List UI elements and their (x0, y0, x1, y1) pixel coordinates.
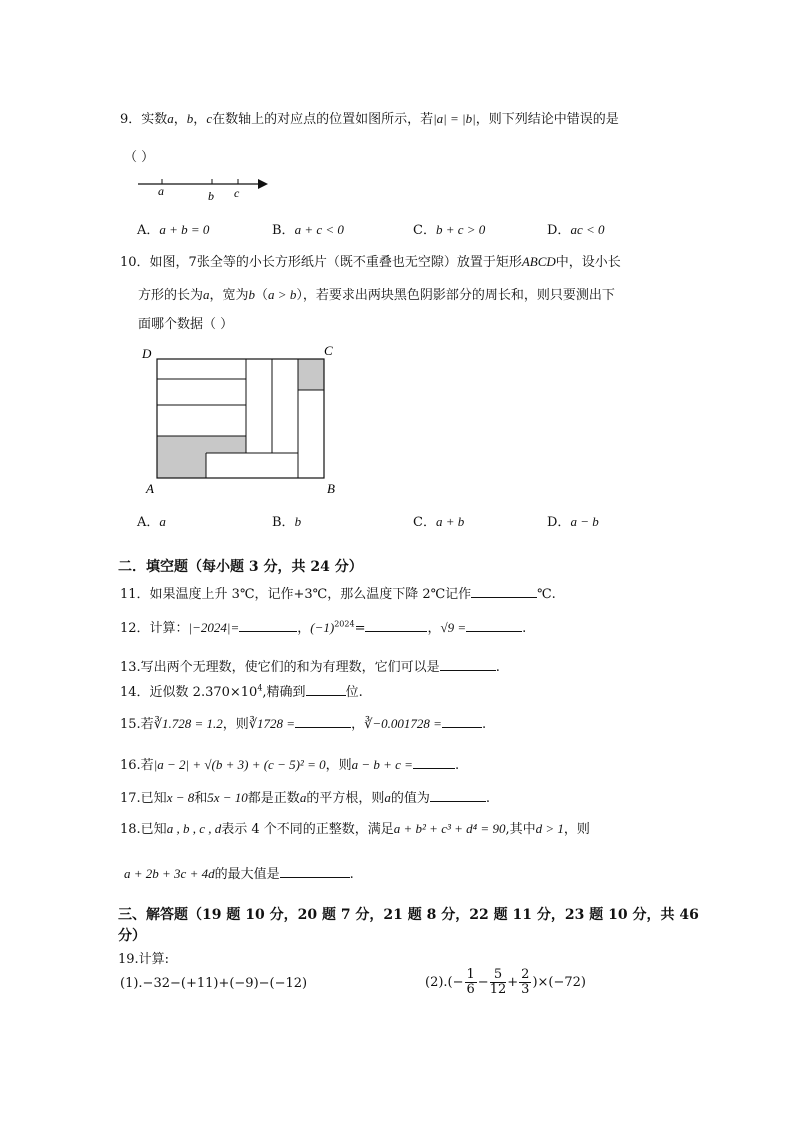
q10-rectangle-figure (140, 343, 340, 498)
corner-b: B (327, 481, 335, 496)
q9-condition: |a| = |b| (433, 111, 476, 126)
q9-option-c[interactable]: C．b + c > 0 (413, 222, 486, 238)
label-c: c (234, 186, 240, 200)
shaded-region-top-right (298, 359, 324, 390)
section2-title: 二．填空题（每小题 3 分，共 24 分） (118, 559, 363, 575)
label-a: a (158, 184, 164, 198)
q10-stem-line2: 方形的长为a，宽为b（a > b），若要求出两块黑色阴影部分的周长和，则只要测出下 (138, 287, 615, 303)
q13-blank[interactable] (440, 658, 496, 671)
q10-option-c[interactable]: C．a + b (413, 514, 465, 530)
q16-blank[interactable] (413, 756, 455, 769)
q10-option-b[interactable]: B．b (272, 514, 302, 530)
q9-var-a: a (167, 111, 174, 126)
q12-blank-3[interactable] (466, 619, 522, 632)
q12-blank-1[interactable] (239, 619, 297, 632)
q17: 17.已知x − 8和5x − 10都是正数a的平方根，则a的值为 . (120, 790, 490, 806)
corner-d: D (142, 346, 152, 361)
q18-line1: 18.已知a , b , c , d表示 4 个不同的正整数，满足a + b² + c³ + d⁴ = 90,其中d > 1，则 (120, 821, 590, 837)
corner-c: C (324, 343, 333, 358)
frac-1-6: $\frac{1}{6}$ (466, 967, 475, 997)
q17-blank[interactable] (430, 789, 486, 802)
q16: 16.若|a − 2| + √(b + 3) + (c − 5)² = 0，则a − b + c = . (120, 757, 460, 773)
shaded-region-bottom-left (157, 436, 246, 478)
corner-a: A (146, 481, 154, 496)
frac-2-3: $\frac{2}{3}$ (521, 967, 530, 997)
q9-option-b[interactable]: B．a + c < 0 (272, 222, 344, 238)
q12: 12．计算：|−2024|= ，$(-1)^{2024}=$ ，√9 = . (120, 619, 527, 636)
q10-stem-line3: 面哪个数据（ ） (138, 317, 234, 332)
q18-line2: a + 2b + 3c + 4d的最大值是 . (124, 866, 354, 882)
q15-blank-2[interactable] (442, 715, 482, 728)
label-b: b (208, 189, 214, 203)
q10-option-a[interactable]: A．a (137, 514, 166, 530)
q18-blank[interactable] (280, 865, 350, 878)
q9-var-c: c (206, 111, 213, 126)
q13: 13.写出两个无理数，使它们的和为有理数，它们可以是 . (120, 660, 500, 675)
q15-blank-1[interactable] (295, 715, 351, 728)
q10-option-d[interactable]: D．a − b (547, 514, 599, 530)
q12-blank-2[interactable] (365, 619, 427, 632)
number-line-arrow-icon (258, 179, 268, 189)
q9-answer-paren: （ ） (124, 150, 155, 165)
q9-option-a[interactable]: A．a + b = 0 (137, 222, 210, 238)
section3-title-line1: 三、解答题（19 题 10 分，20 题 7 分，21 题 8 分，22 题 11 分，23 题 10 分，共 46 (118, 907, 699, 923)
q14-blank[interactable] (306, 683, 346, 696)
section3-title-line2: 分） (118, 928, 146, 944)
q11: 11．如果温度上升 3℃，记作+3℃，那么温度下降 2℃记作 ℃. (120, 587, 556, 602)
q9-option-d[interactable]: D．ac < 0 (547, 222, 605, 238)
q14: 14．近似数 $2.370\times 10^4$,精确到 位. (120, 683, 363, 700)
q9-stem: 9．实数a，b，c在数轴上的对应点的位置如图所示，若|a| = |b|，则下列结论中错误的是 (120, 111, 619, 127)
frac-5-12: $\frac{5}{12}$ (489, 967, 507, 997)
q9-number-line (130, 172, 280, 206)
q10-stem-line1: 10．如图，7张全等的小长方形纸片（既不重叠也无空隙）放置于矩形ABCD中，设小长 (120, 254, 621, 270)
q11-blank[interactable] (471, 585, 537, 598)
q19-label: 19.计算: (118, 952, 170, 967)
q9-var-b: b (186, 111, 194, 126)
q19-part1: (1).−32−(+11)+(−9)−(−12) (120, 976, 308, 991)
q15: 15.若∛1.728 = 1.2，则∛1728 = ，∛−0.001728 = . (120, 716, 487, 732)
q19-part2: (2).(− $\frac{1}{6}$ − $\frac{5}{12}$ + $\frac{2}{3}$ )×(−72) (425, 967, 586, 997)
